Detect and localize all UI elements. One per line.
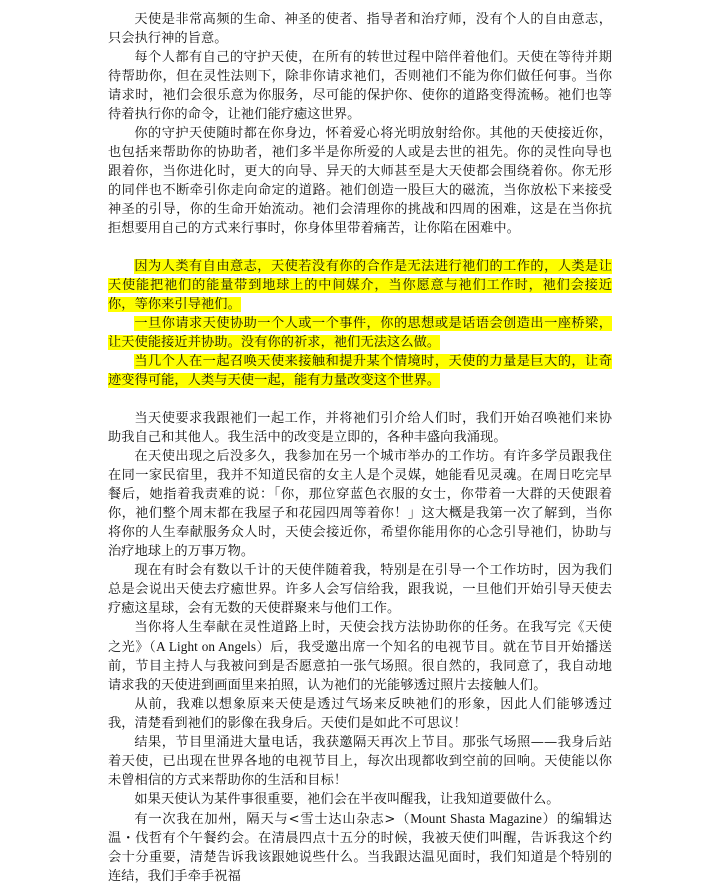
paragraph-workshop-story: 在天使出现之后没多久，我参加在另一个城市举办的工作坊。有许多学员跟我住在同一家民宿里，我并不知道民宿的女主人是个灵媒，她能看见灵魂。在周日吃完早餐后，她指着我责难的说：「你，那位穿蓝色衣服的女士，你带着一大群的天使跟着你，祂们整个周末都在我屋子和花园四周等着你！」这大概是我第一次了解到，当你将你的人生奉献服务众人时，天使会接近你，希望你能用你的心念引导祂们，协助与治疗地球上的万事万物。 (108, 449, 612, 559)
highlight-text: 一旦你请求天使协助一个人或一个事件，你的思想或是话语会创造出一座桥梁，让天使能接近并协助。没有你的祈求，祂们无法这么做。 (108, 316, 612, 350)
highlight-text: 因为人类有自由意志，天使若没有你的合作是无法进行祂们的工作的，人类是让天使能把祂们的能量带到地球上的中间媒介，当你愿意与祂们工作时，祂们会接近你，等你来引导祂们。 (108, 259, 612, 312)
paragraph-tv-show (108, 618, 612, 695)
paragraph-phone-calls: 结果，节目里涌进大量电话，我获邀隔天再次上节目。那张气场照——我身后站着天使，已出现在世界各地的电视节目上，每次出现都收到空前的回响。天使能以你未曾相信的方式来帮助你的生活和目标！ (108, 735, 612, 788)
paragraph-working-with-angels: 当天使要求我跟祂们一起工作，并将祂们引介给人们时，我们开始召唤祂们来协助我自己和其他人。我生活中的改变是立即的，各种丰盛向我涌现。 (108, 411, 612, 445)
highlighted-paragraph-free-will (108, 257, 612, 314)
paragraph-angelic-companions: 你的守护天使随时都在你身边，怀着爱心将光明放射给你。其他的天使接近你，也包括来帮助你的协助者，祂们多半是你所爱的人或是去世的祖先。你的灵性向导也跟着你，当你进化时，更大的向导、异天的大师甚至是大天使都会围绕着你。你无形的同伴也不断牵引你走向命定的道路。祂们创造一股巨大的磁流，当你放松下来接受神圣的引导，你的生命开始流动。祂们会清理你的挑战和四周的困难，这是在当你抗拒想要用自己的方式来行事时，你身体里带着痛苦，让你陷在困难中。 (108, 126, 612, 236)
paragraph-aura-photo: 从前，我难以想象原来天使是透过气场来反映祂们的形象，因此人们能够透过我，清楚看到祂们的影像在我身后。天使们是如此不可思议！ (108, 697, 612, 731)
tv-show-text-part1: 当你将人生奉献在灵性道路上时，天使会找方法协助你的任务。在我写完《天使之光》 (108, 620, 612, 655)
paragraph-guardian-angels: 每个人都有自己的守护天使，在所有的转世过程中陪伴着他们。天使在等待并期待帮助你，但在灵性法则下，除非你请求祂们，否则祂们不能为你们做任何事。当你请求时，祂们会很乐意为你服务，尽可能的保护你、使你的道路变得流畅。祂们也等待着执行你的命令，让祂们能疗癒这世界。 (108, 50, 612, 122)
mount-shasta-text-part2: 的编辑达温・伐哲有个午餐约会。在清晨四点十五分的时候，我被天使们叫醒，告诉我这个约会十分重要，清楚告诉我该跟她说些什么。当我跟达温见面时，我们知道是个特别的连结，我们手牵手祝福 (108, 812, 612, 884)
highlight-text: 当几个人在一起召唤天使来接触和提升某个情境时，天使的力量是巨大的，让奇迹变得可能，人类与天使一起，能有力量改变这个世界。 (108, 354, 612, 388)
paragraph-spacer (108, 390, 612, 409)
tv-show-text-part2: 后，我受邀出席一个知名的电视节目。就在节目开始播送前，节目主持人与我被问到是否愿意拍一张气场照。很自然的，我同意了，我自动地请求我的天使进到画面里来拍照，认为祂们的光能够透过照片去接触人们。 (108, 640, 612, 693)
paragraph-woken-at-night: 如果天使认为某件事很重要，祂们会在半夜叫醒我，让我知道要做什么。 (134, 792, 560, 807)
book-title-english: （A Light on Angels） (149, 639, 271, 654)
paragraph-thousands-of-angels: 现在有时会有数以千计的天使伴随着我，特别是在引导一个工作坊时，因为我们总是会说出天使去疗癒世界。许多人会写信给我，跟我说，一旦他们开始引导天使去疗癒这星球，会有无数的天使群聚来与他们工作。 (108, 563, 612, 616)
highlighted-paragraph-group-power (108, 352, 612, 390)
paragraph-spacer (108, 238, 612, 257)
magazine-title-english: （Mount Shasta Magazine） (395, 811, 557, 826)
highlighted-paragraph-request-help (108, 314, 612, 352)
paragraph-mount-shasta (108, 809, 612, 886)
document-body (108, 10, 612, 886)
mount-shasta-text-part1: 有一次我在加州，隔天与<雪士达山杂志> (134, 812, 396, 827)
paragraph-angels-definition: 天使是非常高频的生命、神圣的使者、指导者和治疗师，没有个人的自由意志，只会执行神的旨意。 (108, 12, 612, 46)
